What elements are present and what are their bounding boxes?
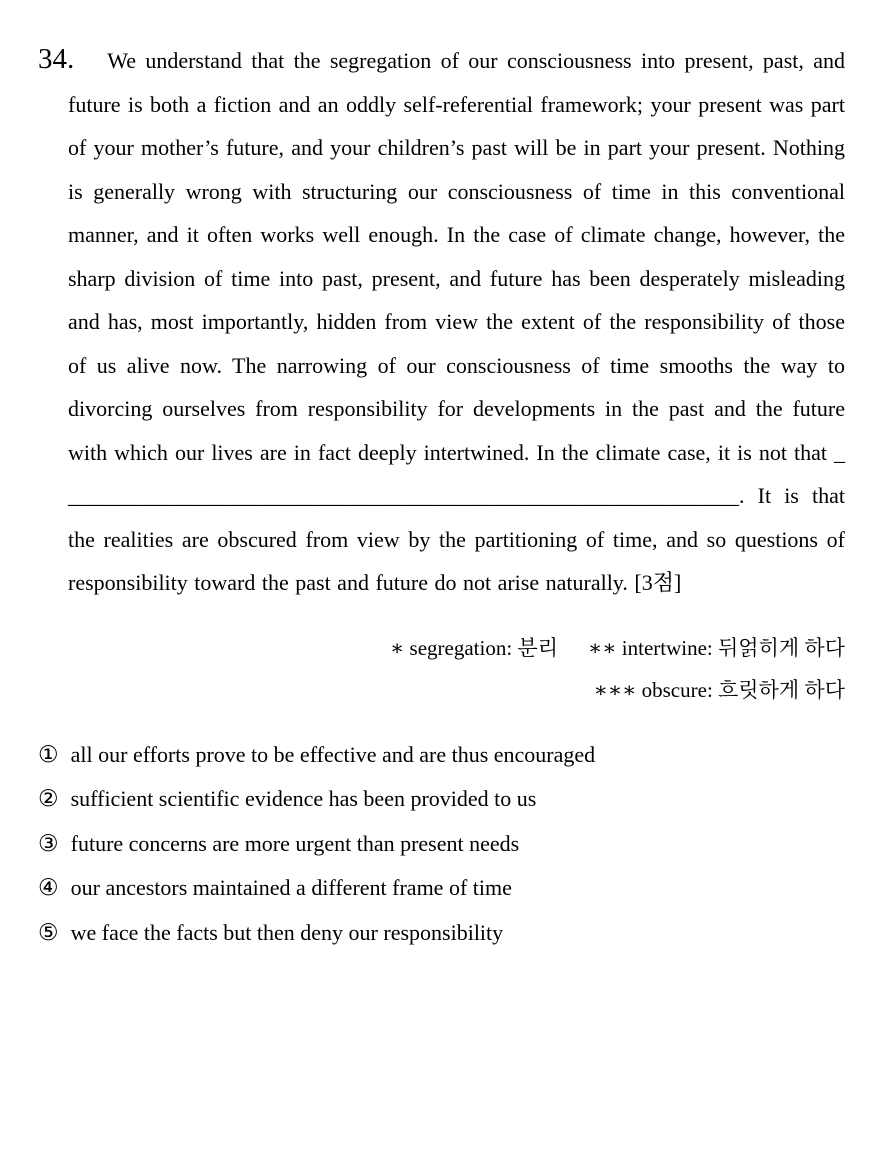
option-marker-2: ②: [38, 786, 59, 812]
glossary-line: [38, 627, 845, 669]
passage-text-after-blank: . It is that the realities are obscured from view by the partitioning of time, and so questions of responsibility toward the past and future do not arise naturally.: [68, 483, 845, 595]
option-item-3: [38, 822, 845, 867]
glossary: [38, 627, 845, 711]
option-marker-4: ④: [38, 875, 59, 901]
glossary-line: [38, 669, 845, 711]
question-number: 34.: [38, 43, 75, 75]
option-text-3: future concerns are more urgent than present needs: [70, 830, 520, 856]
glossary-item-obscure: ∗∗∗ obscure: 흐릿하게 하다: [593, 677, 845, 702]
glossary-item-intertwine: ∗∗ intertwine: 뒤얽히게 하다: [588, 635, 845, 660]
option-marker-1: ①: [38, 741, 59, 768]
option-item-2: [38, 777, 845, 822]
options-list: [38, 733, 845, 956]
points-badge: [3점]: [634, 570, 682, 595]
option-text-2: sufficient scientific evidence has been provided to us: [70, 786, 537, 811]
option-marker-3: ③: [38, 830, 59, 857]
option-item-1: [38, 733, 845, 778]
option-marker-5: ⑤: [38, 919, 59, 946]
option-item-5: [38, 911, 845, 956]
option-text-4: our ancestors maintained a different frame of time: [70, 875, 512, 900]
passage: [38, 38, 846, 605]
answer-blank: ______________________________________________________________: [68, 439, 846, 508]
option-text-5: we face the facts but then deny our responsibility: [70, 919, 504, 945]
glossary-item-segregation: ∗ segregation: 분리: [390, 635, 558, 660]
option-text-1: all our efforts prove to be effective and are thus encouraged: [70, 741, 596, 767]
option-item-4: [38, 866, 845, 911]
passage-text-before-blank: We understand that the segregation of our consciousness into present, past, and future is both a fiction and an oddly self-referential framework; your present was part of your mother’s future, and your children’s past will be in part your present. Nothing is generally wrong with structuring our consciousness of time in this conventional manner, and it often works well enough. In the case of climate change, however, the sharp division of time into past, present, and future has been desperately misleading and has, most importantly, hidden from view the extent of the responsibility of those of us alive now. The narrowing of our consciousness of time smooths the way to divorcing ourselves from responsibility for developments in the past and the future with which our lives are in fact deeply intertwined. In the climate case, it is not that: [68, 48, 845, 465]
